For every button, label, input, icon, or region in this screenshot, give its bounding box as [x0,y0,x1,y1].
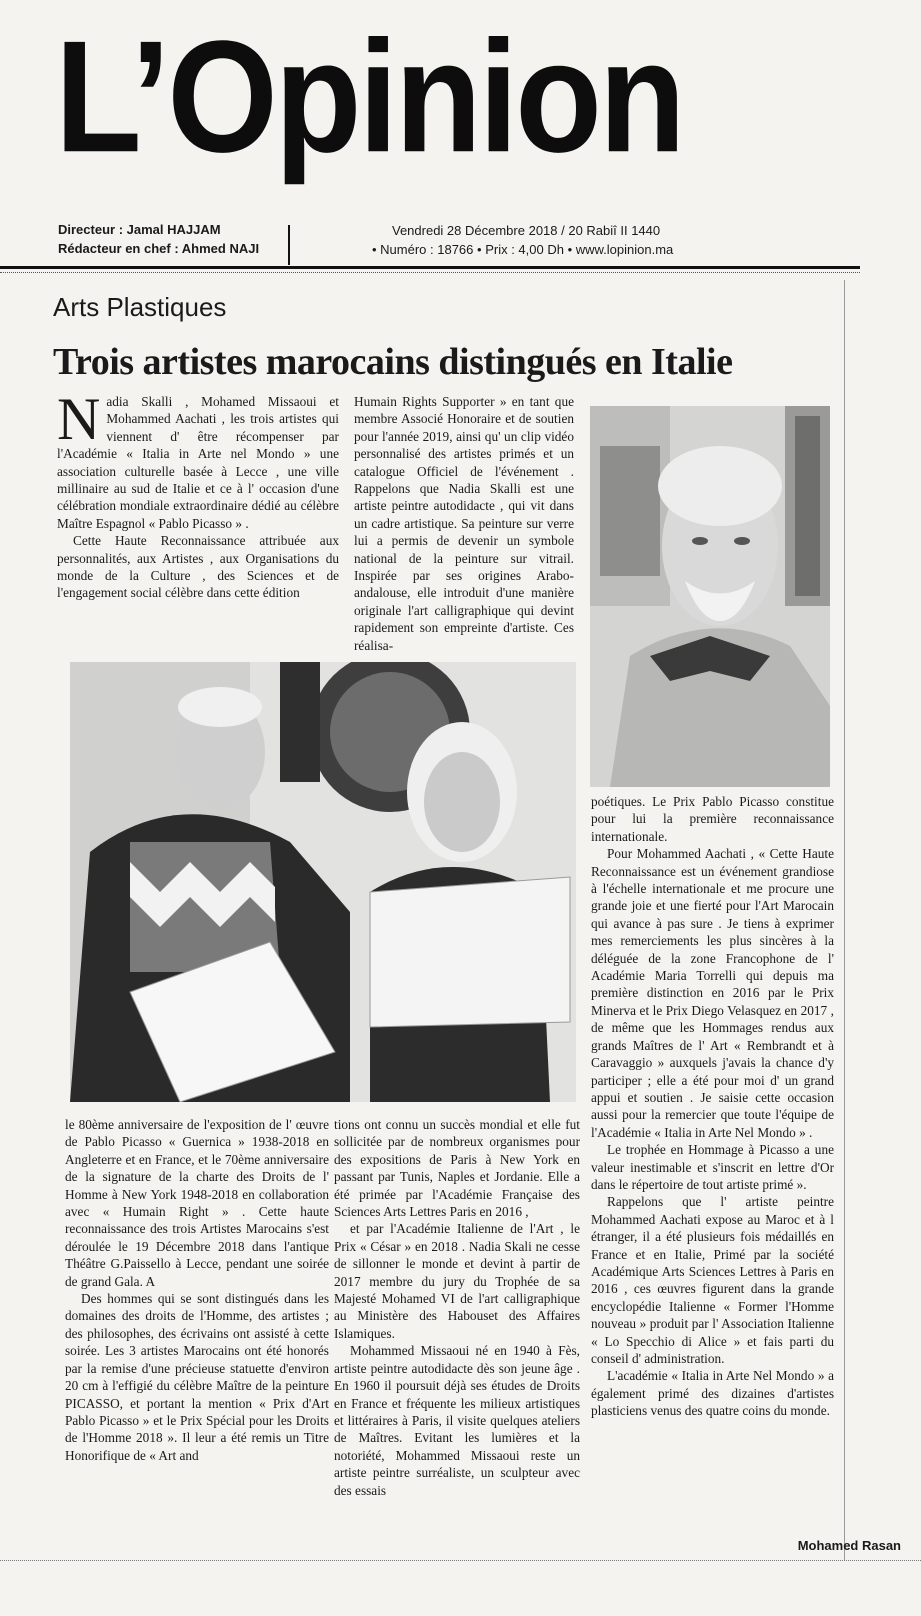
paragraph: poétiques. Le Prix Pablo Picasso constitue pour lui la première reconnaissance internationale. [591,794,834,844]
column-1-top [57,386,339,602]
website-link: www.lopinion.ma [575,242,674,257]
column-divider [844,280,845,1560]
paragraph: le 80ème anniversaire de l'exposition de l' œuvre de Pablo Picasso « Guernica » 1938-2018 en Angleterre et en France, et le 70ème anniversaire de la signature de la charte des Droits de l' Homme à New York 1948-2018 en collaboration avec « Humain Right » . Cette haute reconnaissance des trois Artistes Marocains s'est déroulée le 19 Décembre 2018 dans l'antique Théâtre G.Paissello à Lecce, pendant une soirée de grand Gala. A [65,1117,329,1289]
paragraph: et par l'Académie Italienne de l'Art , le Prix « César » en 2018 . Nadia Skali ne cesse de sillonner le monde et devint à partir de 2017 membre du jury du Trophée de sa Majesté Mohamed VI de l'art calligraphique au Ministère des Habouset des Affaires Islamiques. [334,1221,580,1341]
paragraph: Le trophée en Hommage à Picasso a une valeur inestimable et s'inscrit en lettre d'Or dans le répertoire de tout artiste primé ». [591,1142,834,1192]
column-1-bottom [65,1116,329,1464]
issue-date: Vendredi 28 Décembre 2018 / 20 Rabiî II 1440 [392,223,661,238]
group-photo [70,662,576,1102]
paragraph: tions ont connu un succès mondial et elle fut sollicitée par de nombreux organismes pour des expositions de Paris à New York en passant par Tunis, Naples et Jordanie. Elle a été primée par l'Académie Française des Sciences Arts Lettres Paris en 2016 , [334,1117,580,1220]
paragraph: adia Skalli , Mohamed Missaoui et Mohammed Aachati , les trois artistes qui viennent d' être récompenser par l'Académie « Italia in Arte nel Mondo » une association culturelle basée à Lecce , une ville millinaire au sud de Italie et ce à l' occasion d'une célébration mondiale extraordinaire dédié au célèbre Maître Espagnol « Pablo Picasso » . [57,394,339,531]
issue-price: Prix : 4,00 Dh [485,242,564,257]
editor-name: Ahmed NAJI [181,241,260,256]
article-headline: Trois artistes marocains distingués en Italie [53,341,733,383]
dateline: Vendredi 28 Décembre 2018 / 20 Rabiî II 1440 • Numéro : 18766 • Prix : 4,00 Dh • www.lopinion.ma [372,223,674,257]
paragraph: Mohammed Missaoui né en 1940 à Fès, artiste peintre autodidacte dès son jeune âge . En 1960 il poursuit déjà ses études de Droits en France et fréquente les milieux artistiques et littéraires à Paris, il visite quelques ateliers de Maîtres. Evitant les lumières et la notoriété, Mohammed Missaoui reste un artiste peintre surréaliste, un sculpteur avec des essais [334,1343,580,1498]
director-label: Directeur : [58,222,124,237]
drop-cap: N [57,386,101,452]
paragraph: L'académie « Italia in Arte Nel Mondo » a également primé des dizaines d'artistes plasticiens venus des quatre coins du monde. [591,1368,834,1419]
newspaper-masthead: L’Opinion [55,7,683,187]
paragraph: Rappelons que l' artiste peintre Mohammed Aachati expose au Maroc et à l étranger, il a été plusieurs fois médaillés en France et en Italie, Primé par la société Académique Arts Sciences Lettres à Paris en 2016 , ces œuvres figurent dans la grande encyclopédie Italienne « Former l'Homme nouveau » produit par l' Association Italienne « Lo Specchio di Alice » et fais parti du conseil d' administration. [591,1194,834,1366]
paragraph: Humain Rights Supporter » en tant que membre Associé Honoraire et de soutien pour l'année 2019, ainsi qu' un clip vidéo personnalisé des artistes primés et un catalogue Officiel de l'événement . Rappelons que Nadia Skalli est une artiste peintre autodidacte , qui vit dans un cadre artistique. Sa peinture sur verre lui a permis de devenir un symbole national de la peinture sur vitrail. Inspirée par ses origines Arabo-andalouse, elle introduit d'une manière originale l'art calligraphique qui devint rapidement son empreinte d'artiste. Ces réalisa- [354,394,574,653]
column-2-bottom [334,1116,580,1499]
issue-number: Numéro : 18766 [380,242,474,257]
director-name: Jamal HAJJAM [126,222,221,237]
editor-label: Rédacteur en chef : [58,241,179,256]
article-byline: Mohamed Rasan [797,1538,901,1553]
column-2-top [354,393,574,654]
column-3 [591,793,834,1420]
footer-dotted-rule [0,1560,921,1561]
paragraph: Pour Mohammed Aachati , « Cette Haute Reconnaissance est un événement grandiose à l'échelle internationale et me procure une grande joie et une fierté pour l'Art Marocain qui avance à pas sure . Je tiens à exprimer mes remerciements les plus sincères à la déléguée de la zone Francophone de l' Académie Maria Torrelli qui depuis ma première distinction en 2016 par le Prix Minerva et le Prix Diego Velasquez en 2017 , de même que les Hommages rendus aux grands Maîtres de l' Art « Rembrandt et à Caravaggio » auxquels j'avais la chance d'y participer ; elle a été pour moi d' un grand appui et soutien . Je saisie cette occasion aussi pour la remercier que toute l'équipe de l'Académie « Italia in Arte Nel Mondo » . [591,846,834,1140]
portrait-photo-image [590,406,830,787]
paragraph: Cette Haute Reconnaissance attribuée aux personnalités, aux Artistes , aux Organisations du monde de la Culture , des Sciences et de l'engagement social célèbre dans cette édition [57,533,339,601]
header-dotted-rule [0,272,860,274]
group-photo-image [70,662,576,1102]
section-rubric: Arts Plastiques [53,292,227,322]
header-divider [288,225,290,265]
portrait-photo [590,406,830,787]
paragraph: Des hommes qui se sont distingués dans les domaines des droits de l'Homme, des artistes ; des philosophes, des écrivains ont assisté à cette soirée. Les 3 artistes Marocains ont été honorés par la remise d'une précieuse statuette d'environ 20 cm à l'effigié du célèbre Maître de la peinture PICASSO, et portant la mention « Prix d'Art Pablo Picasso » et le Prix Spécial pour les Droits de l'Homme 2018 ». Il leur a été remis un Titre Honorifique de « Art and [65,1291,329,1463]
staff-box [58,220,259,258]
header-rule [0,266,860,269]
